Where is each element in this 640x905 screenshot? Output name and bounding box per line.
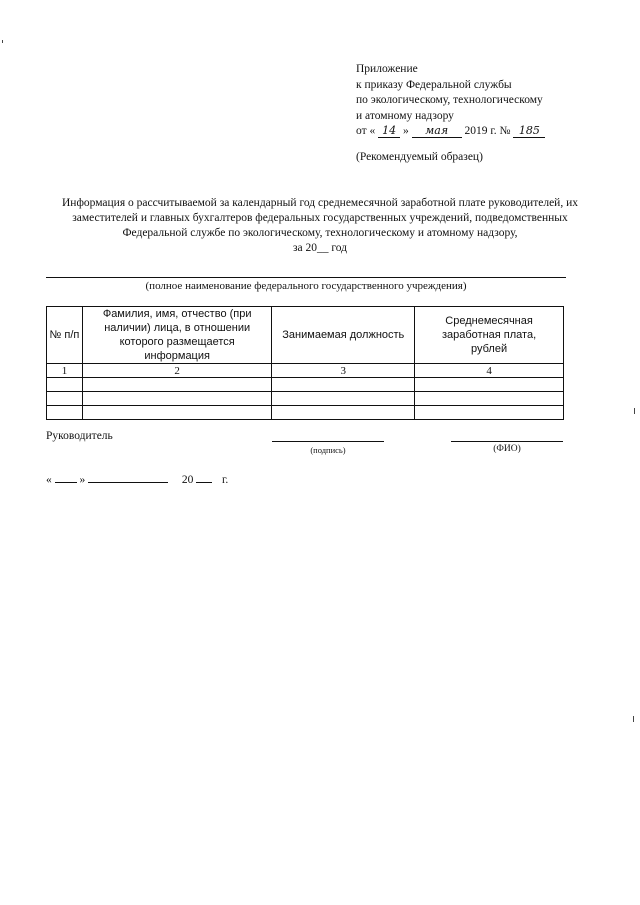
table-cell[interactable] (47, 406, 83, 420)
table-row (47, 406, 564, 420)
header-number: № п/п (47, 307, 83, 364)
table-cell[interactable] (82, 406, 272, 420)
appendix-line-4: и атомному надзору (356, 109, 454, 122)
appendix-block (356, 62, 596, 140)
appendix-line-3: по экологическому, технологическому (356, 94, 543, 106)
sample-note: (Рекомендуемый образец) (356, 151, 483, 163)
table-row (47, 378, 564, 392)
date-mid: » (403, 125, 409, 137)
date-century: 20 (181, 474, 194, 486)
heading-line-3: Федеральной службе по экологическому, технологическому и атомному надзору, (122, 227, 518, 239)
date-year-suffix: г. (222, 474, 229, 486)
table-cell[interactable] (415, 392, 564, 406)
column-number-1: 1 (47, 364, 83, 378)
month-blank[interactable] (88, 472, 168, 483)
day-blank[interactable] (55, 472, 77, 483)
order-date-line (356, 124, 596, 140)
date-prefix: от « (356, 125, 376, 137)
order-number: 185 (513, 125, 545, 138)
table-cell[interactable] (47, 392, 83, 406)
table-cell[interactable] (47, 378, 83, 392)
signing-date-line (46, 472, 228, 486)
table-cell[interactable] (272, 406, 415, 420)
signature-caption: (подпись) (310, 445, 346, 455)
scan-artifact (634, 408, 635, 414)
heading-line-2: заместителей и главных бухгалтеров федеральных государственных учреждений, подведомственных (72, 212, 568, 224)
document-heading (44, 196, 596, 256)
table-cell[interactable] (272, 378, 415, 392)
table-cell[interactable] (415, 378, 564, 392)
org-name-caption: (полное наименование федерального государственного учреждения) (145, 280, 467, 292)
order-day: 14 (378, 125, 400, 138)
date-close-quote: » (79, 474, 86, 486)
table-cell[interactable] (82, 392, 272, 406)
header-full-name-text: Фамилия, имя, отчество (при наличии) лица, в отношении которого размещается информация (102, 308, 252, 362)
header-position: Занимаемая должность (272, 307, 415, 364)
order-year-text: 2019 г. № (464, 125, 511, 137)
header-salary-text: Среднемесячная заработная плата, рублей (441, 315, 537, 355)
table-cell[interactable] (415, 406, 564, 420)
column-number-2: 2 (82, 364, 272, 378)
org-name-line (46, 277, 566, 278)
year-blank[interactable] (196, 472, 212, 483)
signature-line (272, 441, 384, 442)
table-header-row (47, 307, 564, 364)
scan-artifact (2, 40, 3, 43)
date-open-quote: « (46, 474, 52, 486)
header-salary (415, 307, 564, 364)
heading-line-4: за 20__ год (292, 242, 348, 254)
full-name-caption: (ФИО) (493, 444, 521, 454)
column-number-4: 4 (415, 364, 564, 378)
column-number-3: 3 (272, 364, 415, 378)
appendix-line-1: Приложение (356, 63, 418, 75)
table-row (47, 392, 564, 406)
director-label: Руководитель (46, 430, 113, 442)
appendix-line-2: к приказу Федеральной службы (356, 78, 512, 91)
table-cell[interactable] (82, 378, 272, 392)
heading-line-1: Информация о рассчитываемой за календарный год среднемесячной заработной плате руководителей, их (61, 197, 578, 209)
table-number-row (47, 364, 564, 378)
scan-artifact (633, 716, 634, 722)
order-month: мая (412, 125, 462, 138)
salary-table (46, 306, 564, 420)
header-full-name (82, 307, 272, 364)
table-cell[interactable] (272, 392, 415, 406)
full-name-line (451, 441, 563, 442)
